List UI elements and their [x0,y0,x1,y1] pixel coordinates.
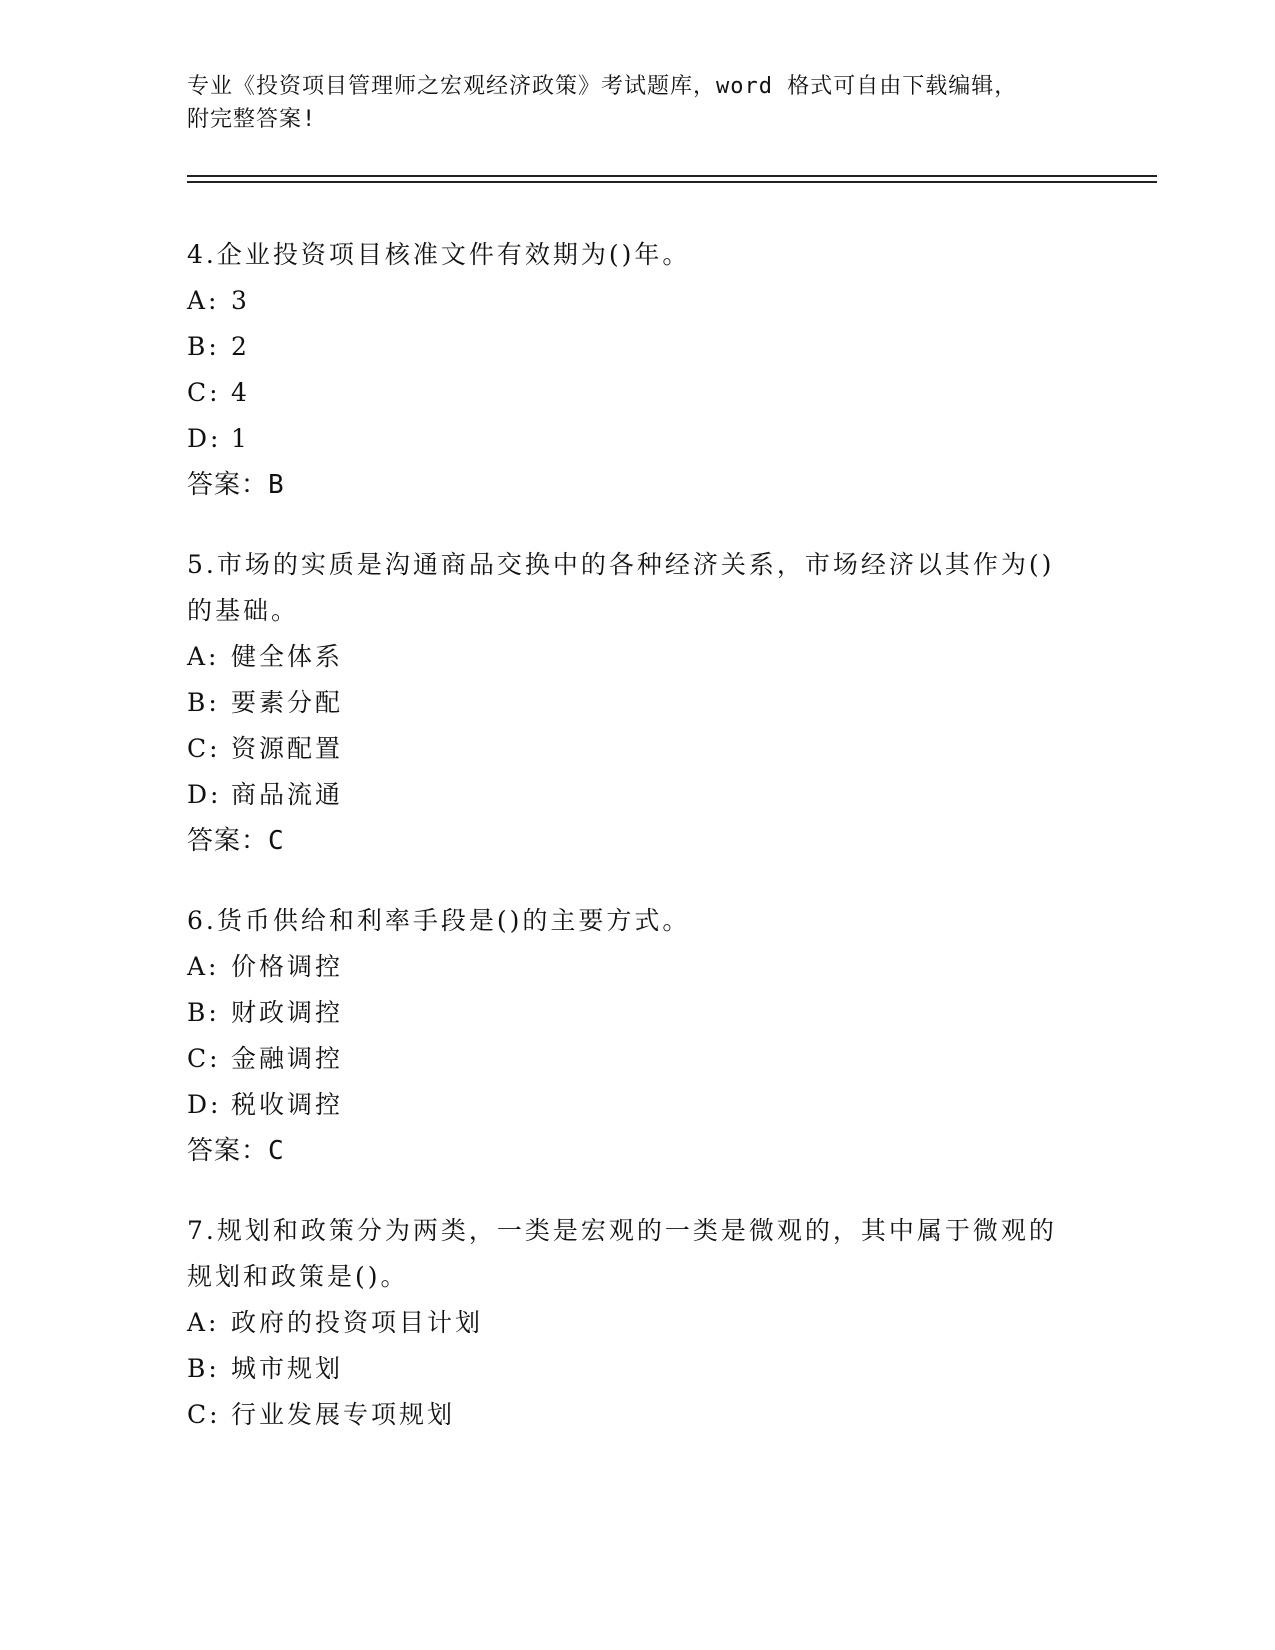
header-line-1: 专业《投资项目管理师之宏观经济政策》考试题库，word 格式可自由下载编辑， [187,74,1018,99]
option-b [187,990,1087,1036]
option-a [187,634,1087,680]
question-list [187,232,1087,1472]
option-key: D: [187,424,222,453]
option-text: 资源配置 [231,734,344,763]
option-key: B: [187,998,220,1027]
question-text: 5.市场的实质是沟通商品交换中的各种经济关系，市场经济以其作为()的基础。 [187,550,1055,625]
option-d [187,1082,1087,1128]
option-key: A: [187,286,220,315]
option-text: 金融调控 [231,1044,344,1073]
question-6 [187,898,1087,1174]
option-text: 城市规划 [231,1354,344,1383]
option-key: A: [187,642,220,671]
option-d [187,416,1087,462]
question-text: 6.货币供给和利率手段是()的主要方式。 [187,906,691,935]
question-7 [187,1208,1087,1438]
option-text: 商品流通 [231,780,344,809]
option-a [187,1300,1087,1346]
option-key: D: [187,780,222,809]
option-b [187,1346,1087,1392]
option-key: B: [187,688,220,717]
answer-line: 答案：C [187,1136,285,1166]
option-c [187,726,1087,772]
option-c [187,370,1087,416]
option-key: C: [187,1044,221,1073]
option-key: C: [187,1400,221,1429]
option-text: 价格调控 [231,952,344,981]
option-text: 税收调控 [231,1090,344,1119]
option-key: C: [187,734,221,763]
option-key: C: [187,378,221,407]
question-text: 4.企业投资项目核准文件有效期为()年。 [187,240,691,269]
option-text: 要素分配 [231,688,344,717]
option-key: D: [187,1090,222,1119]
option-c [187,1392,1087,1438]
option-text: 政府的投资项目计划 [231,1308,484,1337]
option-a [187,944,1087,990]
option-text: 健全体系 [231,642,344,671]
option-b [187,680,1087,726]
option-text: 财政调控 [231,998,344,1027]
option-b [187,324,1087,370]
option-key: B: [187,332,220,361]
answer-line: 答案：C [187,826,285,856]
document-header [187,70,1087,136]
option-d [187,772,1087,818]
option-text: 1 [231,424,250,453]
question-5 [187,542,1087,864]
header-divider-top [187,175,1157,177]
option-c [187,1036,1087,1082]
question-4 [187,232,1087,508]
answer-line: 答案：B [187,470,285,500]
header-divider-bottom [187,181,1157,183]
option-text: 4 [231,378,250,407]
option-text: 3 [231,286,250,315]
option-key: A: [187,952,220,981]
header-line-2: 附完整答案! [187,107,317,132]
option-a [187,278,1087,324]
option-text: 2 [231,332,250,361]
question-text: 7.规划和政策分为两类，一类是宏观的一类是微观的，其中属于微观的规划和政策是()。 [187,1216,1057,1291]
option-key: B: [187,1354,220,1383]
option-key: A: [187,1308,220,1337]
option-text: 行业发展专项规划 [231,1400,456,1429]
